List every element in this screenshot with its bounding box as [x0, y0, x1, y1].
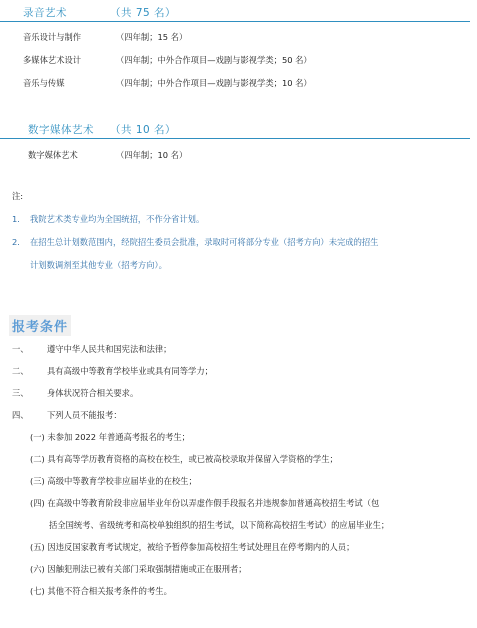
page-heading: 报考条件 [9, 315, 71, 336]
sub-item: (三) 高级中等教育学校非应届毕业的在校生； [30, 476, 197, 486]
notes-label: 注: [12, 191, 24, 201]
program-name: 音乐设计与制作 [23, 32, 82, 42]
list-item [23, 77, 312, 89]
condition-number: 二、 [12, 366, 29, 376]
condition-item [12, 387, 138, 399]
sub-item: (一) 未参加 2022 年普通高考报名的考生； [30, 432, 190, 442]
condition-text: 身体状况符合相关要求。 [47, 388, 139, 398]
condition-text: 下列人员不能报考： [47, 410, 122, 420]
condition-number: 一、 [12, 344, 29, 354]
sub-item: (四) 在高级中等教育阶段非应届毕业年份以弄虚作假手段报名并违规参加普通高校招生考试（包 [30, 498, 380, 508]
sub-item: (五) 因违反国家教育考试规定，被给予暂停参加高校招生考试处理且在停考期内的人员； [30, 542, 355, 552]
note-number: 2. [12, 237, 20, 247]
condition-text: 遵守中华人民共和国宪法和法律； [47, 344, 172, 354]
program-detail: （四年制；10 名） [116, 150, 188, 160]
condition-item [12, 409, 122, 421]
condition-item [12, 343, 171, 355]
condition-number: 四、 [12, 410, 29, 420]
sub-item: (二) 具有高等学历教育资格的高校在校生，或已被高校录取并保留入学资格的学生； [30, 454, 338, 464]
program-detail: （四年制；中外合作项目—戏剧与影视学类；50 名） [116, 55, 312, 65]
program-name: 音乐与传媒 [23, 78, 65, 88]
section-count: （共 10 名） [110, 124, 177, 136]
section-title: 数字媒体艺术 [28, 124, 94, 136]
program-detail: （四年制；中外合作项目—戏剧与影视学类；10 名） [116, 78, 312, 88]
section-title: 录音艺术 [23, 7, 67, 19]
sub-item: (六) 因触犯刑法已被有关部门采取强制措施或正在服刑者； [30, 564, 247, 574]
section-divider [0, 138, 470, 139]
section-count: （共 75 名） [110, 7, 177, 19]
program-detail: （四年制；15 名） [116, 32, 188, 42]
sub-item-continuation: 括全国统考、省级统考和高校单独组织的招生考试，以下简称高校招生考试）的应届毕业生； [49, 520, 390, 530]
condition-item [12, 365, 213, 377]
note-text: 在招生总计划数范围内，经院招生委员会批准，录取时可将部分专业（招考方向）未完成的招生 [30, 237, 379, 247]
note-number: 1. [12, 214, 20, 224]
sub-item: (七) 其他不符合相关报考条件的考生。 [30, 586, 172, 596]
list-item [28, 149, 187, 161]
list-item [23, 54, 312, 66]
note-item [12, 213, 204, 225]
note-text: 我院艺术类专业均为全国统招，不作分省计划。 [30, 214, 205, 224]
note-continuation: 计划数调剂至其他专业（招考方向）。 [30, 260, 167, 270]
note-item [12, 236, 378, 248]
condition-text: 具有高级中等教育学校毕业或具有同等学力； [47, 366, 213, 376]
program-name: 多媒体艺术设计 [23, 55, 82, 65]
section-divider [0, 21, 470, 22]
list-item [23, 31, 187, 43]
condition-number: 三、 [12, 388, 29, 398]
program-name: 数字媒体艺术 [28, 150, 78, 160]
